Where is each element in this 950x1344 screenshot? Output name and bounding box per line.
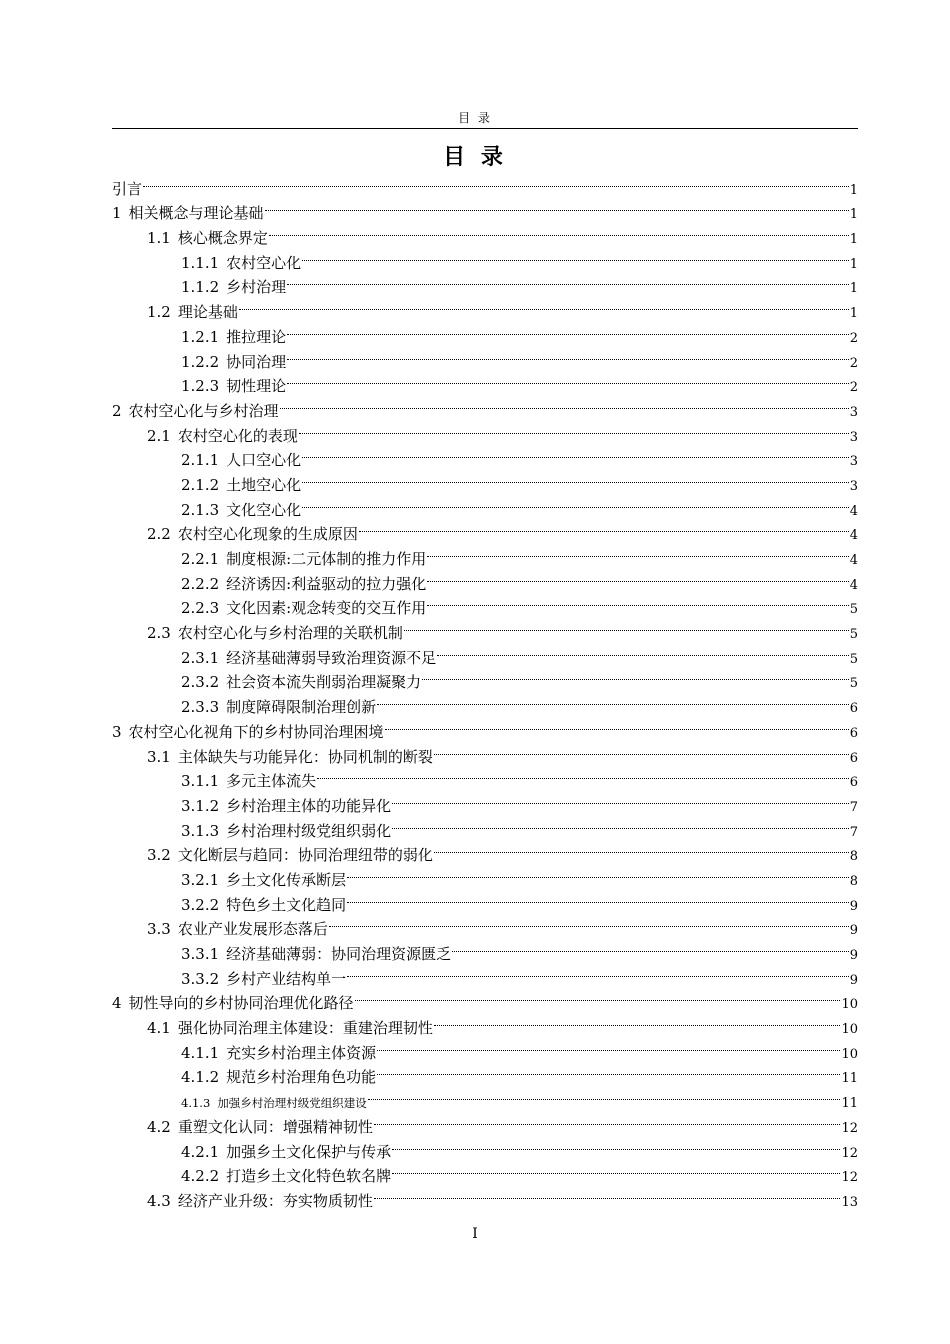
toc-entry-page: 13	[841, 1194, 858, 1210]
toc-entry-number: 2.3.3	[181, 698, 220, 717]
dot-leader	[437, 638, 849, 663]
toc-entry-number: 3.3.1	[181, 945, 220, 963]
dot-leader	[280, 391, 849, 416]
toc-entry-page: 12	[841, 1170, 858, 1186]
toc-entry-label: 乡村治理主体的功能异化	[226, 796, 392, 815]
toc-entry-number: 2.2.1	[181, 550, 220, 568]
toc-entry-title	[181, 819, 391, 844]
toc-entry-label: 农村空心化与乡村治理	[128, 401, 279, 420]
dot-leader	[392, 1157, 840, 1182]
toc-entry-number: 1	[112, 204, 122, 223]
toc-entry-page: 9	[849, 898, 858, 914]
toc-entry-number: 1.2.2	[181, 352, 220, 371]
toc-entry-title	[112, 201, 264, 226]
toc-entry-title	[181, 547, 426, 572]
toc-entry-number: 2.2.3	[181, 599, 220, 618]
toc-entry-label: 文化断层与趋同：协同治理纽带的弱化	[177, 846, 433, 865]
toc-entry-page: 6	[849, 775, 858, 791]
toc-entry-page: 10	[841, 1046, 858, 1062]
toc-entry-label: 经济基础薄弱导致治理资源不足	[226, 648, 437, 667]
toc-entry-page: 10	[841, 1022, 858, 1038]
toc-entry-number: 3.1.2	[181, 796, 220, 815]
toc-entry-number: 3.2	[147, 846, 171, 865]
toc-entry-page: 2	[849, 355, 858, 371]
toc-entry-label: 韧性理论	[226, 377, 287, 396]
toc-entry-page: 4	[849, 503, 858, 519]
toc-entry-page: 5	[849, 676, 858, 692]
header-rule	[112, 128, 858, 129]
toc-entry-title	[112, 991, 354, 1016]
toc-entry-label: 乡土文化传承断层	[226, 870, 347, 889]
toc-entry-label: 制度障碍限制治理创新	[226, 698, 377, 717]
toc-entry-label: 韧性导向的乡村协同治理优化路径	[128, 994, 354, 1013]
toc-entry-number: 4.2.1	[181, 1142, 220, 1161]
dot-leader	[143, 169, 849, 194]
dot-leader	[374, 1181, 841, 1206]
toc-entry-label: 经济产业升级：夯实物质韧性	[177, 1191, 373, 1210]
running-header: 目 录	[458, 111, 492, 125]
toc-entry-title	[147, 1115, 373, 1140]
toc-entry-number: 3.3	[147, 920, 171, 939]
toc-entry-title	[181, 868, 346, 893]
toc-entry-number: 2.1.3	[181, 500, 220, 519]
dot-leader	[347, 959, 849, 984]
toc-entry-number: 1.1.1	[181, 253, 220, 272]
toc-entry-label: 制度根源:二元体制的推力作用	[226, 550, 427, 568]
toc-entry-label: 规范乡村治理角色功能	[226, 1068, 377, 1087]
toc-entry-title	[147, 917, 328, 942]
toc-entry-title	[147, 522, 358, 547]
toc-entry-title	[181, 769, 316, 794]
toc-entry-page: 1	[849, 306, 858, 322]
toc-entry-number: 1.1	[147, 229, 171, 248]
toc-entry-label: 农村空心化现象的生成原因	[177, 525, 358, 544]
dot-leader	[392, 786, 849, 811]
toc-entry-label: 协同治理	[226, 352, 287, 371]
toc-entry-page: 5	[849, 627, 858, 643]
toc-entry-title	[181, 1041, 376, 1066]
toc-entry-page: 3	[849, 454, 858, 470]
dot-leader	[434, 737, 849, 762]
toc-entry-number: 2.1	[147, 426, 171, 445]
toc-entry-label: 重塑文化认同：增强精神韧性	[177, 1117, 373, 1136]
toc-entry-page: 8	[849, 873, 858, 889]
toc-entry-label: 文化空心化	[226, 500, 302, 519]
dot-leader	[427, 539, 848, 564]
toc-entry-label: 经济诱因:利益驱动的拉力强化	[226, 574, 427, 593]
toc-entry-number: 1.2.3	[181, 377, 220, 396]
toc-entry[interactable]	[112, 194, 858, 223]
toc-entry-label: 充实乡村治理主体资源	[226, 1043, 377, 1062]
toc-entry-number: 1.2	[147, 303, 171, 322]
toc-entry-number: 3.1.3	[181, 821, 220, 840]
dot-leader	[329, 910, 849, 935]
dot-leader	[302, 243, 849, 268]
toc-entry-number: 2.3	[147, 624, 171, 643]
dot-leader	[302, 441, 849, 466]
toc-entry-number: 4.1.1	[181, 1043, 220, 1062]
toc-entry-page: 7	[849, 799, 858, 815]
toc-entry-label: 相关概念与理论基础	[128, 204, 264, 223]
toc-entry-label: 主体缺失与功能异化：协同机制的断裂	[177, 747, 433, 766]
toc-entry-page: 9	[849, 948, 858, 963]
toc-entry-page: 1	[849, 182, 858, 198]
dot-leader	[299, 416, 849, 441]
toc-entry-label: 强化协同治理主体建设：重建治理韧性	[177, 1019, 433, 1038]
toc-entry-title	[181, 646, 436, 671]
toc-entry-number: 2.2	[147, 525, 171, 544]
toc-entry-page: 1	[849, 256, 858, 272]
table-of-contents	[112, 169, 858, 1210]
toc-entry-number: 4.1.3	[181, 1096, 211, 1111]
toc-entry-number: 2.1.1	[181, 451, 220, 470]
dot-leader	[302, 490, 849, 515]
dot-leader	[422, 663, 849, 688]
toc-entry-title	[181, 350, 286, 375]
toc-entry-number: 3.2.1	[181, 870, 220, 889]
toc-entry-label: 打造乡土文化特色软名牌	[226, 1167, 392, 1186]
toc-entry-number: 2.1.2	[181, 475, 220, 494]
dot-leader	[377, 1033, 840, 1058]
dot-leader	[392, 1132, 840, 1157]
toc-entry-title	[181, 1065, 376, 1090]
toc-entry-page: 1	[849, 281, 858, 297]
toc-entry-page: 6	[849, 750, 858, 766]
toc-entry-number: 3.1.1	[181, 772, 220, 791]
toc-entry-label: 人口空心化	[226, 451, 302, 470]
toc-entry-number: 4.1.2	[181, 1068, 220, 1087]
toc-entry-label: 经济基础薄弱：协同治理资源匮乏	[226, 945, 452, 963]
toc-entry-label: 多元主体流失	[226, 772, 317, 791]
toc-entry-page: 10	[841, 997, 858, 1013]
dot-leader	[347, 885, 849, 910]
dot-leader	[347, 860, 849, 885]
toc-entry-label: 文化因素:观念转变的交互作用	[226, 599, 427, 618]
toc-entry-page: 4	[849, 528, 858, 544]
toc-entry-title	[147, 1189, 373, 1214]
toc-entry-number: 4.1	[147, 1019, 171, 1038]
toc-entry-title	[147, 300, 238, 325]
toc-entry-title	[181, 325, 286, 350]
toc-entry-page: 2	[849, 330, 858, 346]
toc-entry-title	[181, 251, 301, 276]
toc-entry-title	[181, 794, 391, 819]
toc-entry-number: 3.3.2	[181, 969, 220, 988]
toc-entry-label: 土地空心化	[226, 475, 302, 494]
toc-entry-label: 农村空心化与乡村治理的关联机制	[177, 624, 403, 643]
toc-entry-number: 4.3	[147, 1191, 171, 1210]
toc-entry-title	[147, 226, 268, 251]
toc-entry-label: 农村空心化视角下的乡村协同治理困境	[128, 722, 384, 741]
toc-entry-number: 2.2.2	[181, 574, 220, 593]
toc-entry-title	[112, 399, 279, 424]
dot-leader	[359, 515, 849, 540]
toc-entry-label: 农业产业发展形态落后	[177, 920, 328, 939]
toc-entry-label: 乡村治理	[226, 278, 287, 297]
toc-entry-number: 4.2.2	[181, 1167, 220, 1186]
toc-entry-number: 3.1	[147, 747, 171, 766]
toc-entry-title	[181, 1091, 367, 1116]
toc-entry-number: 2	[112, 401, 122, 420]
toc-entry-number: 2.3.1	[181, 648, 220, 667]
toc-entry-page: 3	[849, 478, 858, 494]
dot-leader	[317, 762, 849, 787]
toc-entry-title	[112, 720, 384, 745]
toc-entry-label: 社会资本流失削弱治理凝聚力	[226, 673, 422, 692]
toc-entry-page: 4	[849, 577, 858, 593]
dot-leader	[434, 1008, 841, 1033]
toc-entry-page: 6	[849, 701, 858, 717]
toc-entry-page: 11	[841, 1096, 858, 1112]
dot-leader	[427, 564, 848, 589]
toc-entry-label: 核心概念界定	[177, 229, 268, 248]
toc-entry-page: 3	[849, 429, 858, 445]
toc-entry-number: 3	[112, 722, 122, 741]
toc-entry-page: 12	[841, 1120, 858, 1136]
toc-entry-page: 7	[849, 824, 858, 840]
toc-entry-title	[181, 498, 301, 523]
toc-entry-page: 6	[849, 725, 858, 741]
page-title: 目 录	[443, 145, 507, 170]
dot-leader	[269, 218, 849, 243]
toc-entry-label: 加强乡土文化保护与传承	[226, 1142, 392, 1161]
dot-leader	[355, 984, 841, 1009]
toc-entry-page: 12	[841, 1145, 858, 1161]
toc-entry-title	[112, 177, 142, 202]
dot-leader	[392, 811, 849, 836]
dot-leader	[452, 934, 849, 959]
toc-entry-title	[147, 424, 298, 449]
toc-entry-label: 乡村产业结构单一	[226, 969, 347, 988]
toc-entry-label: 引言	[112, 179, 143, 198]
toc-entry-label: 理论基础	[177, 303, 238, 322]
toc-entry-label: 特色乡土文化趋同	[226, 895, 347, 914]
toc-entry-label: 加强乡村治理村级党组织建设	[217, 1096, 367, 1111]
dot-leader	[287, 317, 849, 342]
dot-leader	[404, 613, 849, 638]
toc-entry[interactable]	[112, 169, 858, 198]
toc-entry-page: 9	[849, 972, 858, 988]
toc-entry-label: 农村空心化的表现	[177, 426, 298, 445]
toc-entry-title	[147, 621, 403, 646]
page-number: I	[472, 1226, 478, 1242]
toc-entry-page: 5	[849, 651, 858, 667]
dot-leader	[302, 465, 849, 490]
toc-entry-title	[181, 1164, 391, 1189]
toc-entry-title	[181, 596, 426, 621]
toc-entry-title	[181, 695, 376, 720]
toc-entry-page: 5	[849, 602, 858, 618]
toc-entry-page: 1	[849, 207, 858, 223]
dot-leader	[377, 687, 849, 712]
dot-leader	[377, 1058, 840, 1083]
toc-entry-title	[181, 448, 301, 473]
toc-entry-page: 2	[849, 380, 858, 396]
dot-leader	[239, 292, 849, 317]
dot-leader	[265, 194, 849, 219]
toc-entry-page: 8	[849, 849, 858, 865]
toc-entry-number: 1.1.2	[181, 278, 220, 297]
toc-entry-title	[181, 572, 426, 597]
toc-entry-label: 农村空心化	[226, 253, 302, 272]
toc-entry-page: 3	[849, 404, 858, 420]
dot-leader	[374, 1107, 841, 1132]
dot-leader	[385, 712, 849, 737]
dot-leader	[287, 342, 849, 367]
toc-entry-label: 推拉理论	[226, 327, 287, 346]
toc-entry-title	[181, 473, 301, 498]
toc-entry-page: 4	[849, 553, 858, 568]
toc-entry-title	[181, 374, 286, 399]
toc-entry-label: 乡村治理村级党组织弱化	[226, 821, 392, 840]
dot-leader	[427, 589, 848, 614]
toc-entry-number: 4	[112, 994, 122, 1013]
dot-leader	[287, 268, 849, 293]
dot-leader	[287, 367, 849, 392]
toc-entry-title	[181, 1140, 391, 1165]
toc-entry-number: 3.2.2	[181, 895, 220, 914]
dot-leader	[434, 836, 849, 861]
dot-leader	[368, 1082, 841, 1107]
toc-entry-number: 4.2	[147, 1117, 171, 1136]
toc-entry-page: 1	[849, 232, 858, 248]
toc-entry-page: 11	[841, 1071, 858, 1087]
toc-entry-number: 2.3.2	[181, 673, 220, 692]
toc-entry-title	[181, 967, 346, 992]
toc-entry-page: 9	[849, 923, 858, 939]
toc-entry-title	[181, 893, 346, 918]
toc-entry-number: 1.2.1	[181, 327, 220, 346]
